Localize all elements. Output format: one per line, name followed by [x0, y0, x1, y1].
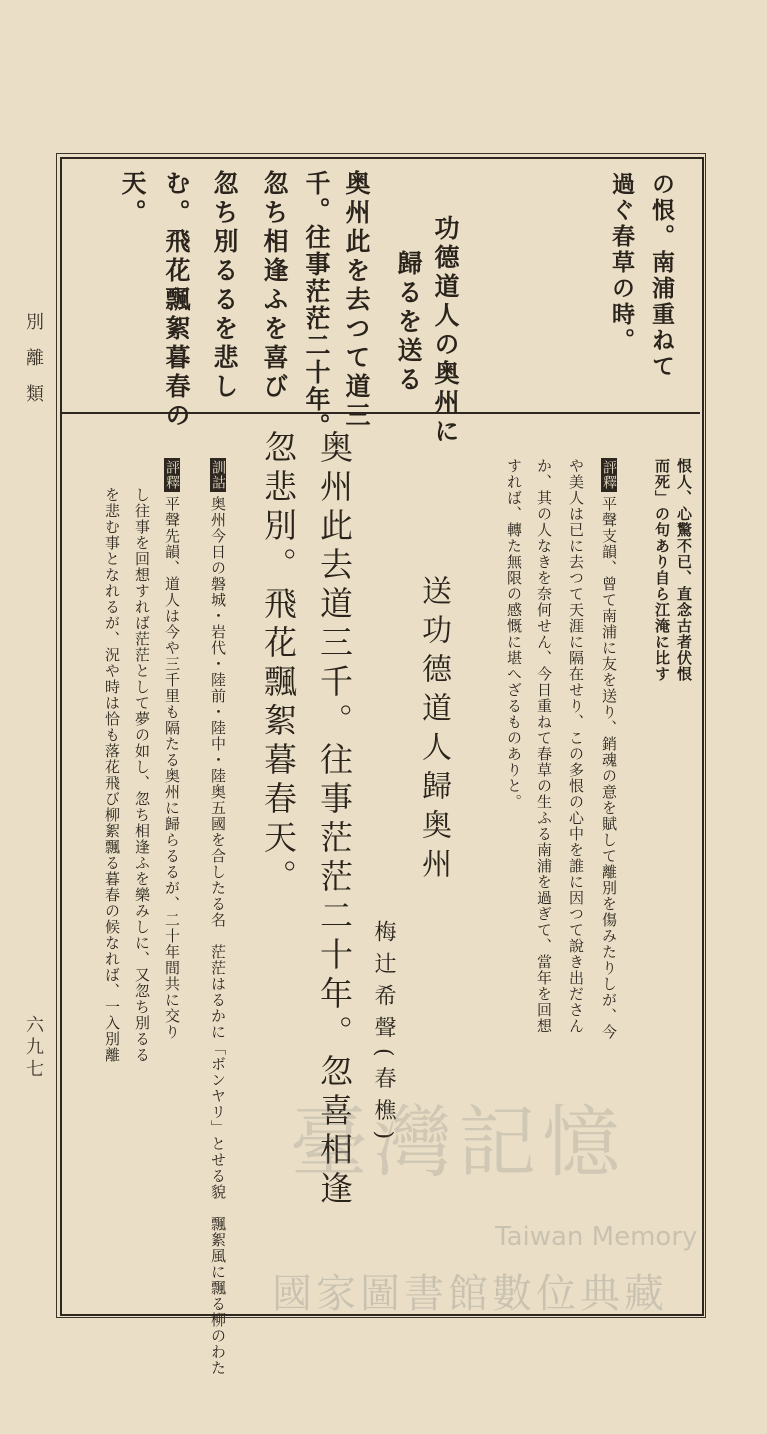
- kunko-label: 訓詁: [210, 460, 226, 490]
- main-poem-line-2: 忽悲別。飛花飄絮暮春天。: [259, 430, 298, 898]
- upper-poem-line-1: 奥州此を去つて道三: [342, 170, 371, 431]
- upper-commentary-line-1: 評釋平聲支韻、曾て南浦に友を送り、銷魂の意を賦して離別を傷みたりしが、今: [600, 460, 618, 1040]
- upper-poem-title-1: 功德道人の奥州に: [431, 215, 460, 447]
- section-label: 別離類: [23, 312, 44, 420]
- main-poem-author: 梅辻希聲(春樵): [371, 920, 396, 1150]
- upper-commentary-line-3: か、其の人なきを奈何せん、今日重ねて春草の生ふる南浦を過ぎて、當年を回想: [535, 458, 553, 1034]
- prev-poem-line-1: の恨。南浦重ねて: [648, 172, 675, 380]
- main-poem-title: 送功德道人歸奥州: [416, 575, 451, 887]
- upper-commentary-label: 評釋: [601, 460, 617, 490]
- lower-commentary-line-3: を悲む事となれるが、況や時は恰も落花飛び柳絮飄る暮春の候なれば、一入別離: [103, 487, 121, 1063]
- watermark-brand-zh: 臺灣記憶: [290, 1098, 627, 1188]
- kunko-line-1: 訓詁奥州今日の磐城・岩代・陸前・陸中・陸奥五國を合したる名 茫茫はるかに「ボンヤリ」とせる貌 飄絮風に飄る柳のわた: [209, 460, 227, 1376]
- lower-commentary-line-2: し往事を回想すれば茫茫として夢の如し、忽ち相逢ふを樂みしに、又忽ち別るる: [133, 487, 151, 1063]
- upper-poem-line-5: む。飛花飄絮暮春の: [162, 170, 191, 431]
- main-poem-line-1: 奥州此去道三千。往事茫茫二十年。忽喜相逢: [315, 430, 354, 1210]
- watermark-library: 國家圖書館數位典藏: [272, 1271, 668, 1317]
- page-number: 六九七: [23, 1015, 44, 1081]
- lower-commentary-line-1: 評釋平聲先韻、道人は今や三千里も隔たる奥州に歸らるるが、二十年間共に交り: [163, 460, 181, 1040]
- lower-commentary-label: 評釋: [164, 460, 180, 490]
- prev-poem-line-2: 過ぐ春草の時。: [608, 172, 635, 354]
- upper-poem-line-2: 千。往事茫茫二十年。: [302, 170, 331, 440]
- upper-poem-title-2: 歸るを送る: [394, 250, 423, 395]
- watermark-brand-en: Taiwan Memory: [495, 1222, 698, 1252]
- upper-commentary-quote-1: 恨人、心驚不已、直念古者伏恨: [675, 458, 693, 682]
- upper-commentary-line-2: や美人は已に去つて天涯に隔在せり、この多恨の心中を誰に因つて說き出ださん: [567, 458, 585, 1034]
- upper-poem-line-3: 忽ち相逢ふを喜び: [260, 170, 289, 402]
- upper-poem-line-6: 天。: [118, 170, 147, 228]
- section-divider: [62, 412, 700, 414]
- upper-commentary-line-4: すれば、轉た無限の感慨に堪へざるものありと。: [505, 458, 523, 810]
- upper-commentary-quote-2: 而死」の句あり自ら江淹に比す: [653, 458, 671, 682]
- upper-poem-line-4: 忽ち別るるを悲し: [210, 170, 239, 402]
